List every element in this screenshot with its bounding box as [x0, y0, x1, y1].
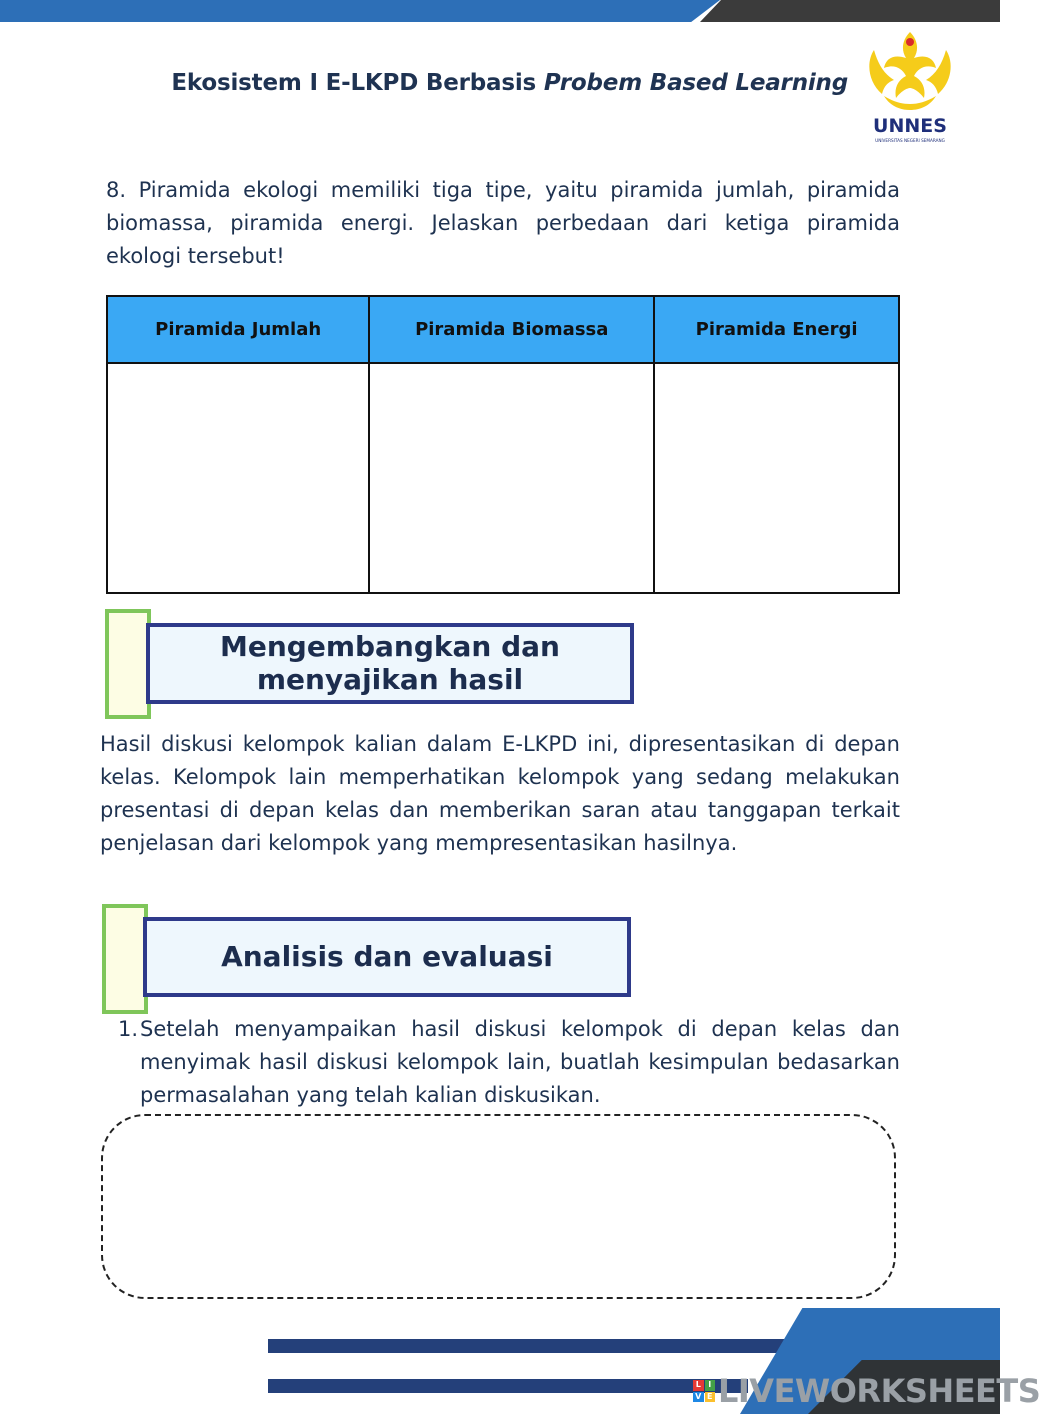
section1-title-line1: Mengembangkan dan [220, 630, 560, 663]
section1-body: Hasil diskusi kelompok kalian dalam E-LKPD ini, dipresentasikan di depan kelas. Kelompok lain memperhatikan kelompok yang sedang melakukan presentasi di depan kelas dan memberikan saran atau tanggapan terkait penjelasan dari kelompok yang mempresentasikan hasilnya. [100, 732, 900, 855]
section2-heading: Analisis dan evaluasi [143, 917, 631, 997]
table-header-piramida-energi: Piramida Energi [654, 296, 899, 363]
answer-cell-biomassa[interactable] [369, 363, 654, 593]
liveworksheets-text: LIVEWORKSHEETS [718, 1372, 1040, 1410]
section2-tab [102, 904, 148, 1014]
liveworksheets-icon: L I V E [693, 1380, 715, 1402]
table-header-piramida-jumlah: Piramida Jumlah [107, 296, 369, 363]
footer-decor-line-2 [268, 1379, 748, 1393]
logo-text: UNNES [873, 115, 947, 137]
answer-cell-jumlah[interactable] [107, 363, 369, 593]
list-item-text: Setelah menyampaikan hasil diskusi kelompok di depan kelas dan menyimak hasil diskusi kelompok lain, buatlah kesimpulan bedasarkan permasalahan yang telah kalian diskusikan. [140, 1017, 900, 1107]
header-title: Ekosistem I E-LKPD Berbasis Probem Based Learning [171, 70, 848, 96]
section1-title-line2: menyajikan hasil [256, 663, 524, 696]
question-8-text: 8. Piramida ekologi memiliki tiga tipe, yaitu piramida jumlah, piramida biomassa, piramida energi. Jelaskan perbedaan dari ketiga piramida ekologi tersebut! [106, 178, 900, 268]
conclusion-answer-box[interactable] [101, 1114, 896, 1299]
liveworksheets-watermark [693, 1372, 1040, 1410]
pyramid-answer-table [106, 295, 900, 594]
logo-subtext: UNIVERSITAS NEGERI SEMARANG [875, 138, 945, 143]
footer-decor-line-1 [268, 1339, 798, 1353]
list-item-number: 1. [118, 1017, 139, 1041]
top-decor-bar-dark [700, 0, 1000, 22]
section1-tab [105, 609, 151, 719]
table-header-piramida-biomassa: Piramida Biomassa [369, 296, 654, 363]
top-decor-bar-blue [0, 0, 720, 22]
unnes-logo [864, 28, 956, 146]
section1-heading [146, 623, 634, 704]
answer-cell-energi[interactable] [654, 363, 899, 593]
